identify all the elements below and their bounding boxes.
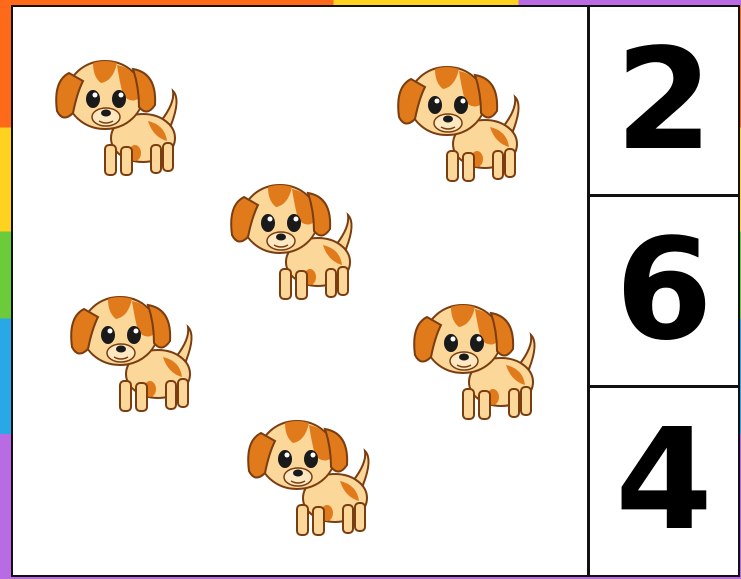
puppy-icon (43, 33, 193, 183)
puppy-icon (401, 277, 551, 427)
puppy-icon (235, 393, 385, 543)
answer-number: 2 (615, 18, 713, 182)
counting-picture-area (13, 7, 587, 575)
answer-option-1[interactable] (590, 7, 738, 197)
game-board (11, 5, 740, 577)
answer-number: 6 (615, 208, 713, 372)
puppy-icon (385, 39, 535, 189)
answer-option-3[interactable] (590, 388, 738, 575)
puppy-icon (218, 157, 368, 307)
answer-choices (587, 7, 738, 575)
puppy-icon (58, 269, 208, 419)
answer-option-2[interactable] (590, 197, 738, 387)
answer-number: 4 (615, 399, 713, 563)
